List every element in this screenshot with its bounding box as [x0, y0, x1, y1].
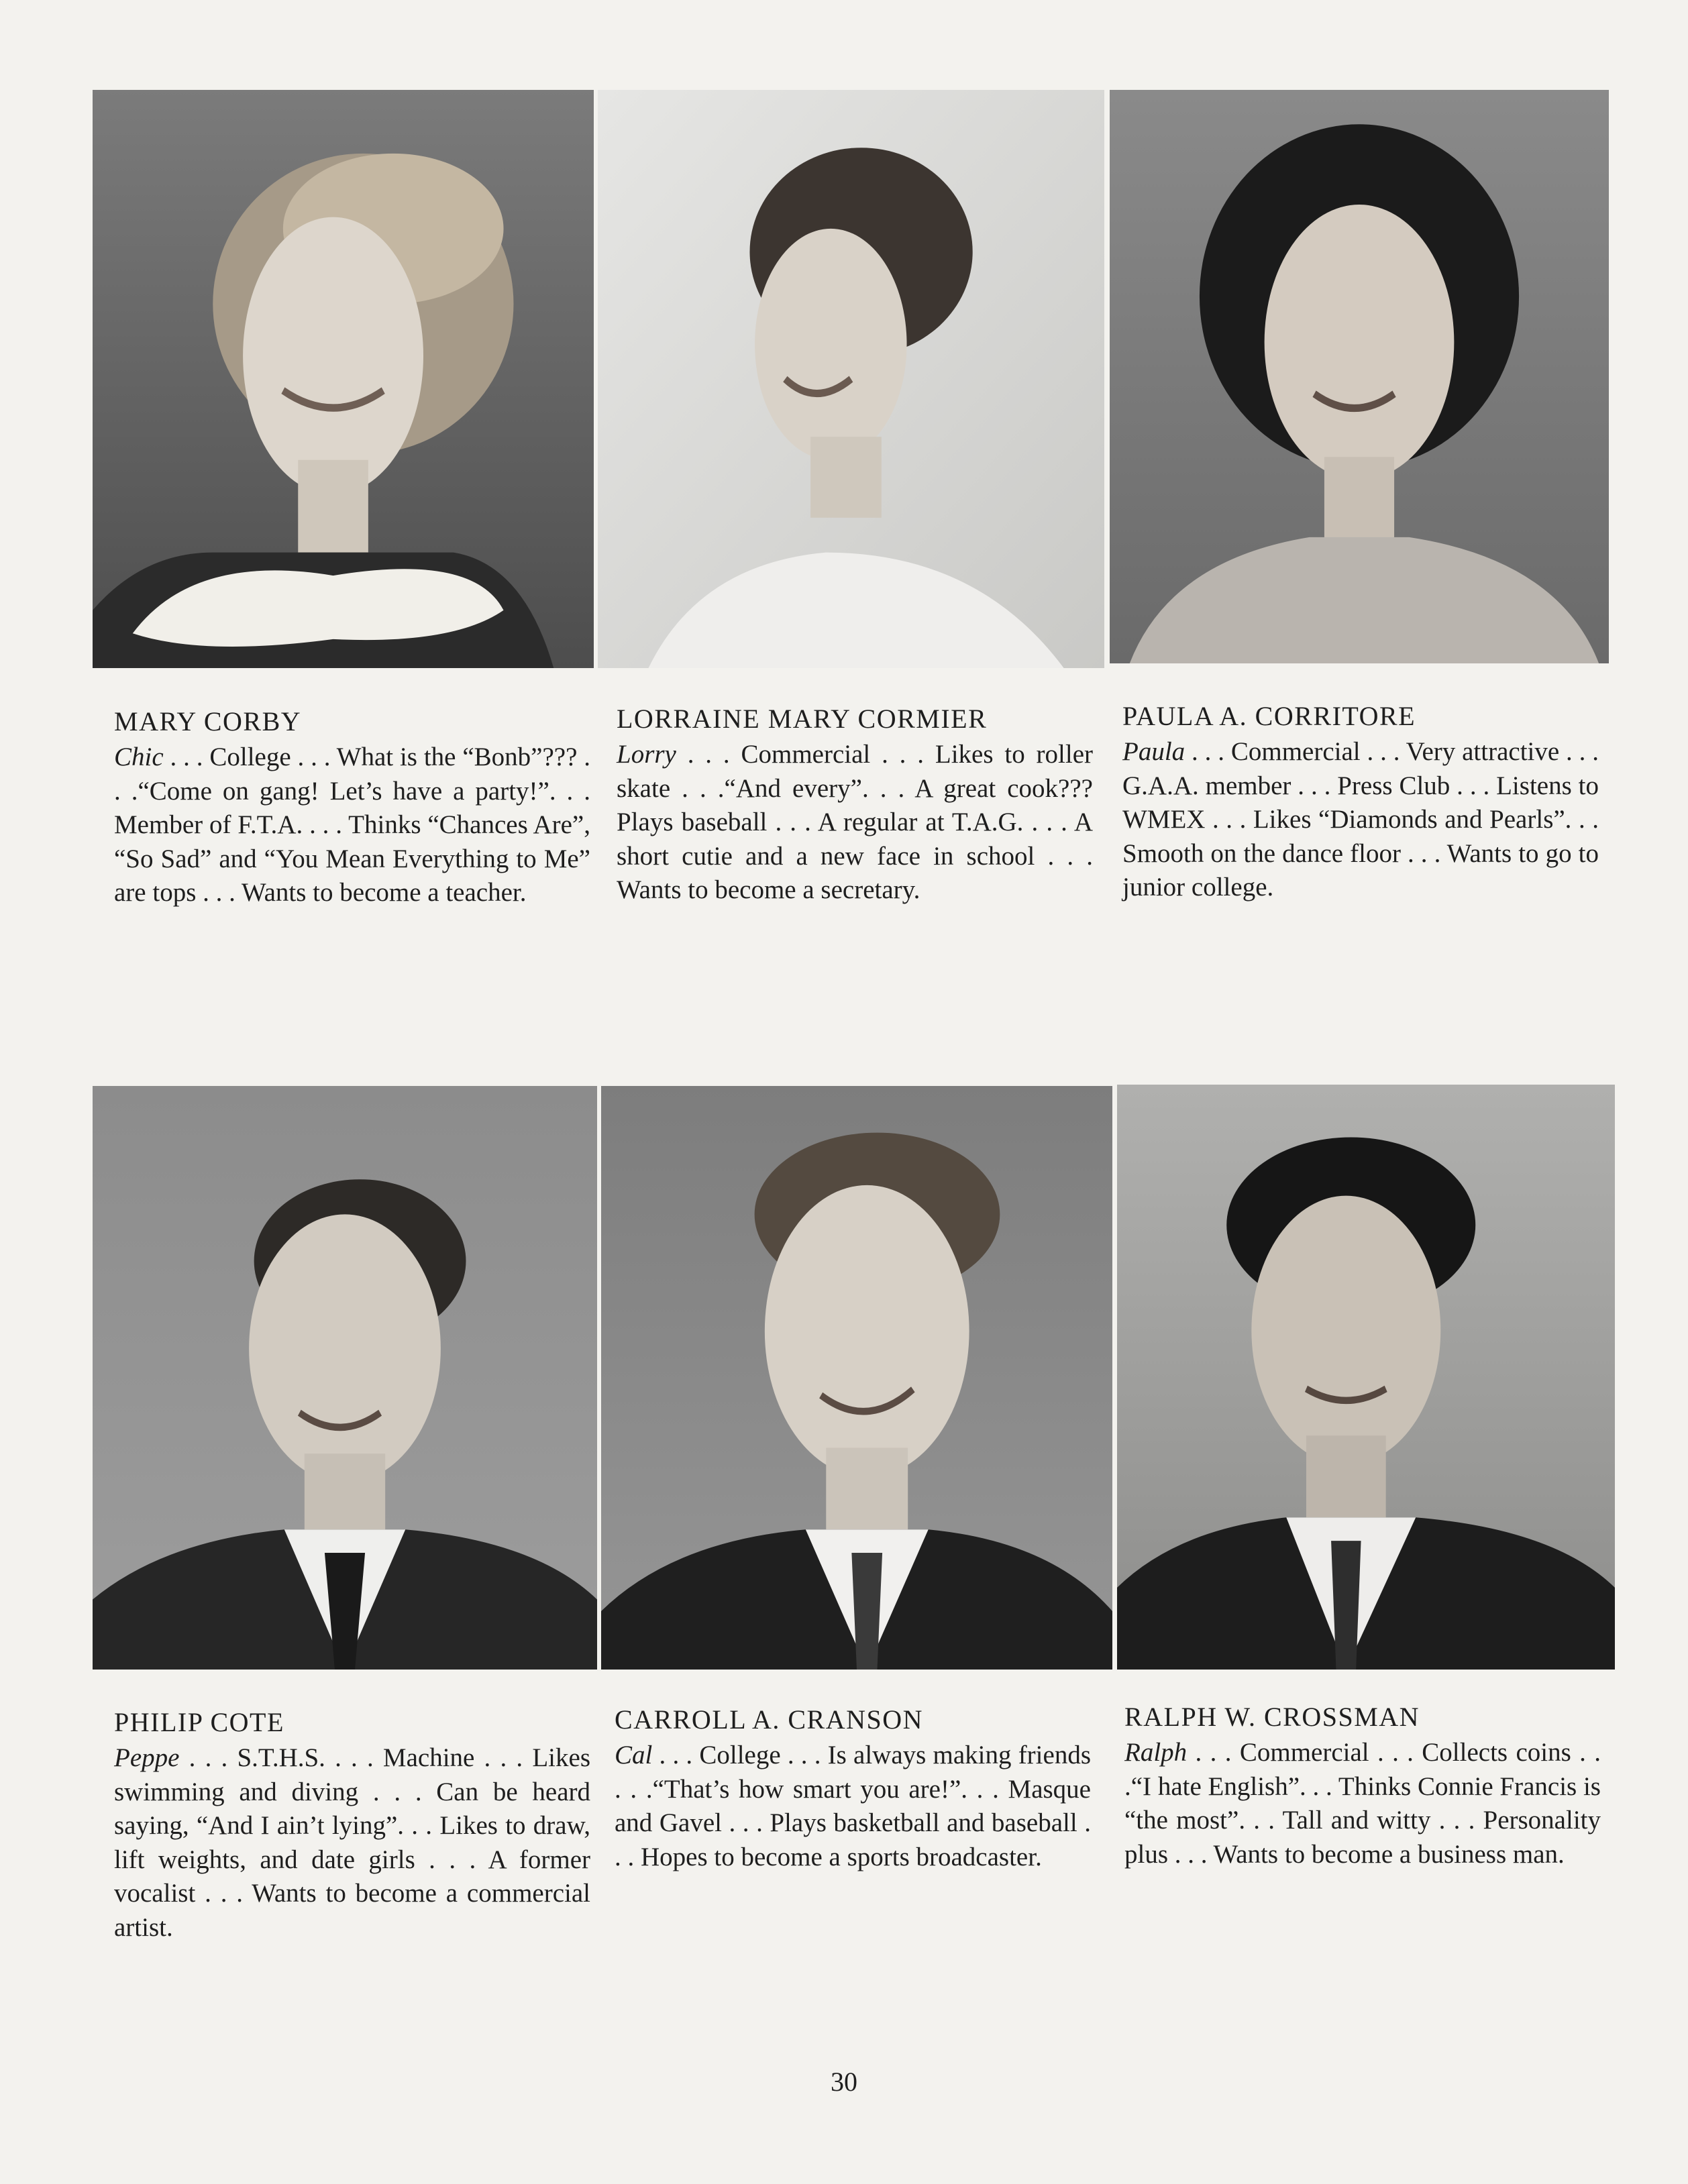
student-bio [615, 1739, 1091, 1874]
student-bio [1124, 1736, 1601, 1871]
page-number: 30 [831, 2067, 857, 2097]
portrait-photo-philip-cote [93, 1086, 597, 1670]
student-entry-paula-corritore [1122, 700, 1599, 905]
student-name: CARROLL A. CRANSON [615, 1704, 924, 1735]
student-name: PHILIP COTE [114, 1707, 284, 1737]
portrait-photo-ralph-crossman [1117, 1085, 1615, 1670]
student-name: PAULA A. CORRITORE [1122, 701, 1416, 731]
student-bio-text: . . . S.T.H.S. . . . Machine . . . Likes swimming and diving . . . Can be heard saying, “And I ain’t lying”. . . Likes to draw, lift weights, and date girls . . . A former vocalist . . . Wants to become a commercial artist. [114, 1743, 590, 1942]
student-bio-text: . . . College . . . What is the “Bonb”??? . . .“Come on gang! Let’s have a party!”. . . Member of F.T.A. . . . Thinks “Chances Are”, “So Sad” and “You Mean Everything to Me” are tops . . . Wants to become a teacher. [114, 743, 590, 907]
student-nickname: Paula [1122, 737, 1185, 766]
student-entry-philip-cote [114, 1706, 590, 1945]
student-nickname: Peppe [114, 1743, 180, 1772]
student-bio [114, 1741, 590, 1945]
student-bio-text: . . . Commercial . . . Likes to roller skate . . .“And every”. . . A great cook??? Plays baseball . . . A regular at T.A.G. . . . A short cutie and a new face in school . . . Wants to become a secretary. [617, 740, 1093, 904]
student-nickname: Lorry [617, 740, 676, 769]
student-bio [617, 738, 1093, 908]
student-name: MARY CORBY [114, 706, 302, 736]
student-nickname: Ralph [1124, 1738, 1188, 1767]
student-entry-lorraine-cormier [617, 703, 1093, 908]
student-bio-text: . . . College . . . Is always making friends . . .“That’s how smart you are!”. . . Masque and Gavel . . . Plays basketball and baseball . . . Hopes to become a sports broadcaster. [615, 1741, 1091, 1871]
student-bio [1122, 735, 1599, 905]
portrait-photo-mary-corby [93, 90, 594, 668]
student-name: LORRAINE MARY CORMIER [617, 704, 988, 734]
portrait-photo-lorraine-cormier [598, 90, 1104, 668]
student-nickname: Cal [615, 1741, 653, 1769]
portrait-photo-paula-corritore [1110, 90, 1609, 663]
student-bio-text: . . . Commercial . . . Very attractive . . . G.A.A. member . . . Press Club . . . Listens to WMEX . . . Likes “Diamonds and Pearls”. . . Smooth on the dance floor . . . Wants to go to junior college. [1122, 737, 1599, 902]
student-bio [114, 741, 590, 910]
student-entry-carroll-cranson [615, 1704, 1091, 1874]
portrait-photo-carroll-cranson [601, 1086, 1112, 1670]
student-entry-ralph-crossman [1124, 1701, 1601, 1871]
student-bio-text: . . . Commercial . . . Collects coins . . .“I hate English”. . . Thinks Connie Francis is “the most”. . . Tall and witty . . . Personality plus . . . Wants to become a business man. [1124, 1738, 1601, 1869]
student-nickname: Chic [114, 743, 164, 771]
student-entry-mary-corby [114, 706, 590, 910]
student-name: RALPH W. CROSSMAN [1124, 1702, 1420, 1732]
